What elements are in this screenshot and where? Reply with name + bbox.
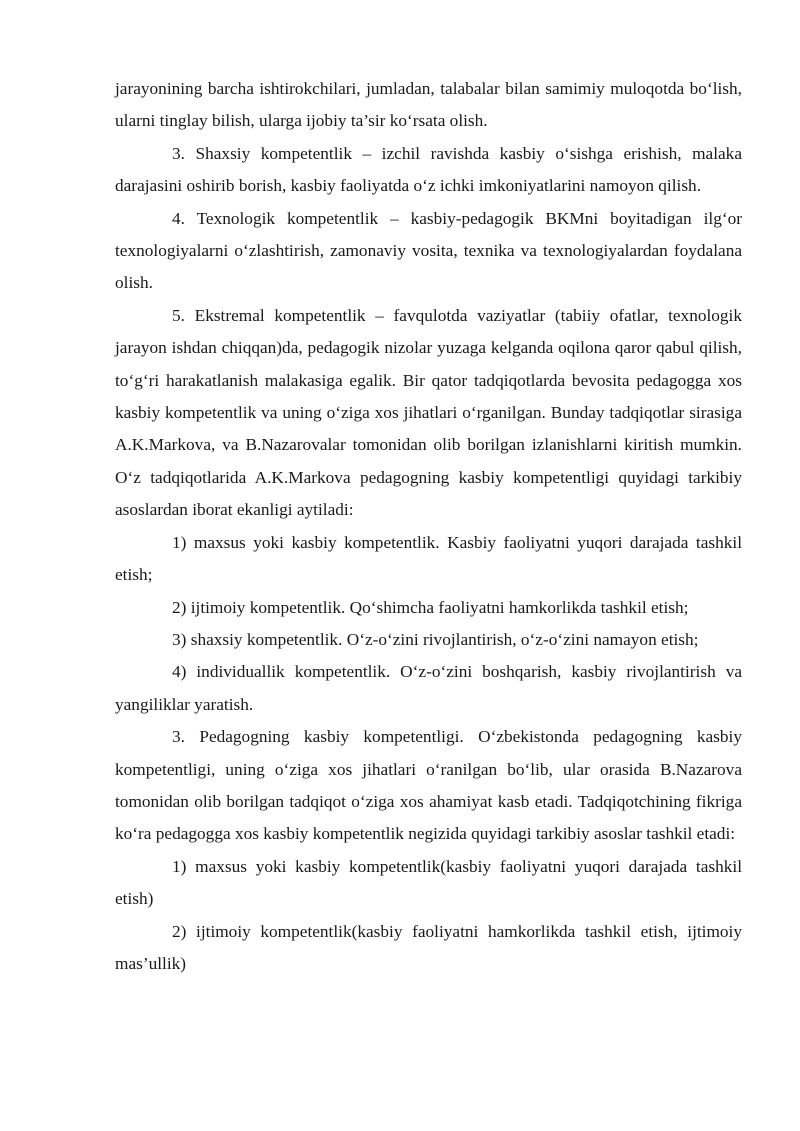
paragraph-technological-competence: 4. Texnologik kompetentlik – kasbiy-pedagogik BKMni boyitadigan ilg‘or texnologiyalarni o‘zlashtirish, zamonaviy vosita, texnika va texnologiyalardan foydalana olish. [115, 208, 742, 293]
paragraph-personal-competence: 3. Shaxsiy kompetentlik – izchil ravishda kasbiy o‘sishga erishish, malaka darajasini oshirib borish, kasbiy faoliyatda o‘z ichki imkoniyatlarini namoyon qilish. [115, 143, 742, 196]
paragraph-continuation: jarayonining barcha ishtirokchilari, jumladan, talabalar bilan samimiy muloqotda bo‘lish, ularni tinglay bilish, ularga ijobiy ta’sir ko‘rsata olish. [115, 79, 742, 131]
list-item-markova-4: 4) individuallik kompetentlik. O‘z-o‘zini boshqarish, kasbiy rivojlantirish va yangiliklar yaratish. [115, 662, 742, 714]
document-page [115, 73, 742, 980]
list-item-nazarova-1: 1) maxsus yoki kasbiy kompetentlik(kasbiy faoliyatni yuqori darajada tashkil etish) [115, 856, 742, 909]
list-item-markova-3: 3) shaxsiy kompetentlik. O‘z-o‘zini rivojlantirish, o‘z-o‘zini namayon etish; [172, 629, 699, 649]
list-item-nazarova-2: 2) ijtimoiy kompetentlik(kasbiy faoliyatni hamkorlikda tashkil etish, ijtimoiy mas’ullik) [115, 921, 742, 973]
paragraph-pedagog-competence: 3. Pedagogning kasbiy kompetentligi. O‘zbekistonda pedagogning kasbiy kompetentligi, uning o‘ziga xos jihatlari o‘ranilgan bo‘lib, ular orasida B.Nazarova tomonidan olib borilgan tadqiqot o‘ziga xos ahamiyat kasb etadi. Tadqiqotchining fikriga ko‘ra pedagogga xos kasbiy kompetentlik negizida quyidagi tarkibiy asoslar tashkil etadi: [115, 727, 742, 844]
list-item-markova-1: 1) maxsus yoki kasbiy kompetentlik. Kasbiy faoliyatni yuqori darajada tashkil etish; [115, 532, 742, 585]
paragraph-extreme-competence: 5. Ekstremal kompetentlik – favqulotda vaziyatlar (tabiiy ofatlar, texnologik jarayon ishdan chiqqan)da, pedagogik nizolar yuzaga kelganda oqilona qaror qabul qilish, to‘g‘ri harakatlanish malakasiga egalik. Bir qator tadqiqotlarda bevosita pedagogga xos kasbiy kompetentlik va uning o‘ziga xos jihatlari o‘rganilgan. Bunday tadqiqotlar sirasiga A.K.Markova, va B.Nazarovalar tomonidan olib borilgan izlanishlarni kiritish mumkin. O‘z tadqiqotlarida A.K.Markova pedagogning kasbiy kompetentligi quyidagi tarkibiy asoslardan iborat ekanligi aytiladi: [115, 305, 742, 520]
list-item-markova-2: 2) ijtimoiy kompetentlik. Qo‘shimcha faoliyatni hamkorlikda tashkil etish; [172, 597, 689, 617]
